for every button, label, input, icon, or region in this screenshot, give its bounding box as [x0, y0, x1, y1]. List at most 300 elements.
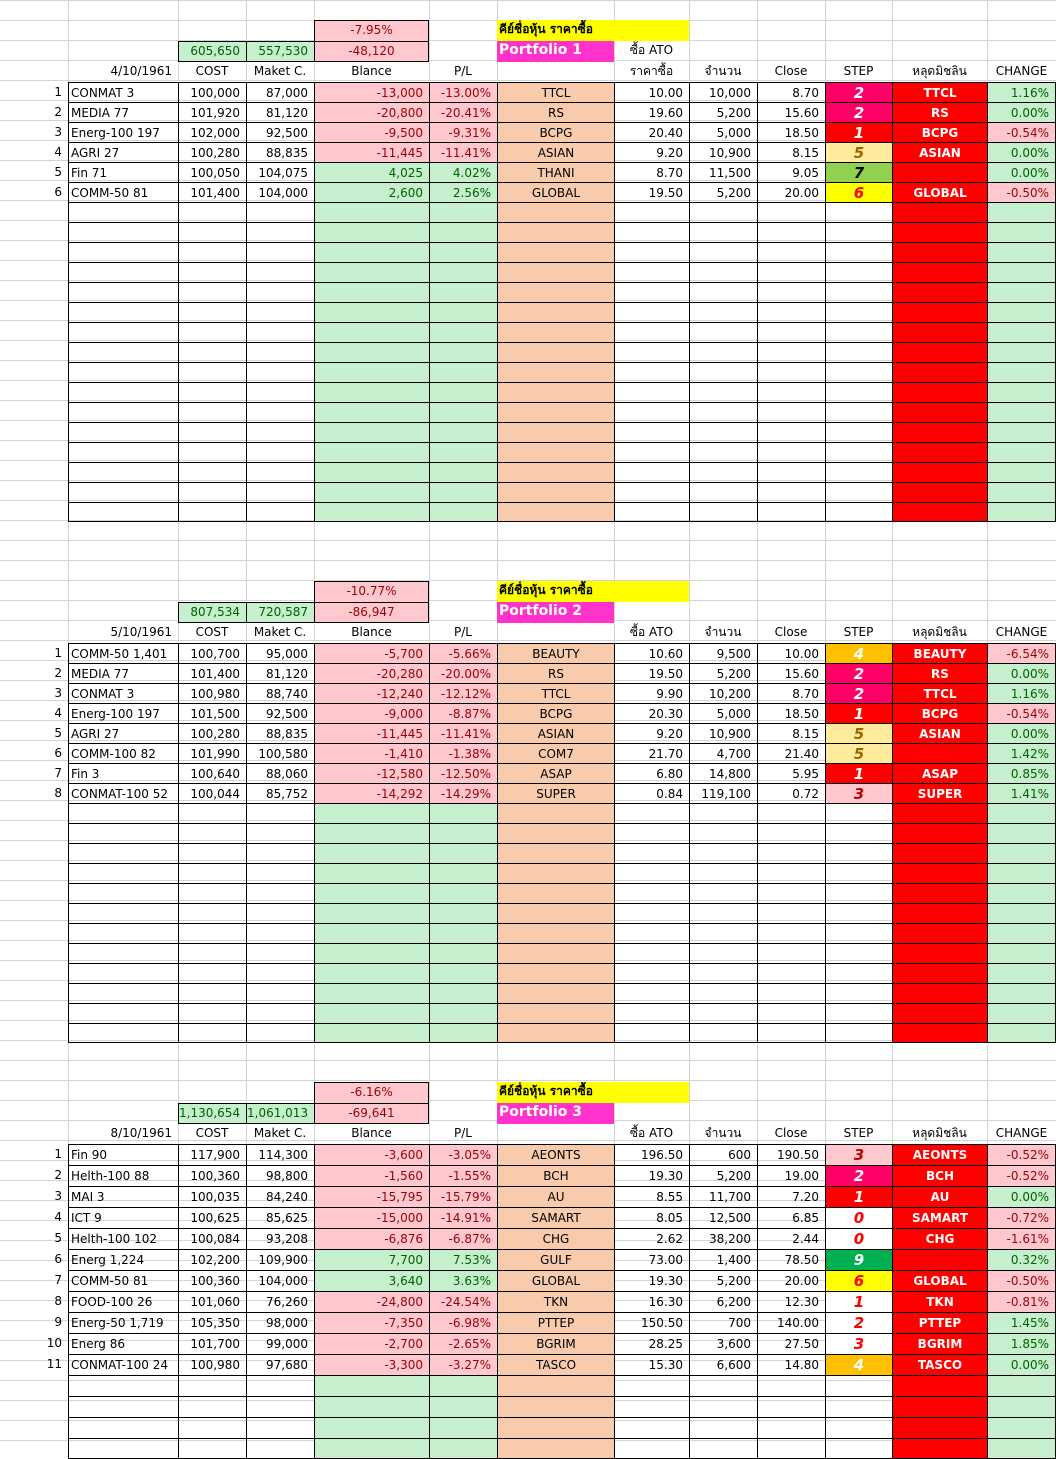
cell-bal[interactable]: [314, 923, 429, 943]
table-row[interactable]: [0, 743, 1056, 763]
cell-bal[interactable]: [314, 1396, 429, 1417]
cell-pl[interactable]: [429, 863, 497, 883]
cell-close[interactable]: [757, 923, 825, 943]
cell-cost[interactable]: [178, 1023, 246, 1043]
cell-pl[interactable]: [429, 843, 497, 863]
cell-close[interactable]: 12.30: [757, 1291, 825, 1312]
cell-name[interactable]: Helth-100 88: [68, 1165, 178, 1186]
cell-step[interactable]: [825, 1003, 892, 1023]
cell-close[interactable]: [757, 362, 825, 382]
cell-name[interactable]: [68, 282, 178, 302]
cell-qty[interactable]: [689, 1438, 757, 1459]
cell-sym[interactable]: [497, 422, 614, 442]
cell-cut[interactable]: TTCL: [892, 683, 987, 703]
cell-name[interactable]: [68, 863, 178, 883]
cell-pl[interactable]: -24.54%: [429, 1291, 497, 1312]
cell-qty[interactable]: [689, 963, 757, 983]
cell-cost[interactable]: [178, 362, 246, 382]
cell-cut[interactable]: BCH: [892, 1165, 987, 1186]
cell-step[interactable]: 1: [825, 1186, 892, 1207]
cell-buy[interactable]: 20.30: [614, 703, 689, 723]
cell-bal[interactable]: 7,700: [314, 1249, 429, 1270]
cell-bal[interactable]: -24,800: [314, 1291, 429, 1312]
cell-chg[interactable]: [987, 322, 1056, 342]
cell-mkt[interactable]: 88,835: [246, 723, 314, 743]
cell-buy[interactable]: 150.50: [614, 1312, 689, 1333]
cell-pl[interactable]: [429, 442, 497, 462]
cell-qty[interactable]: 3,600: [689, 1333, 757, 1354]
cell-pl[interactable]: [429, 482, 497, 502]
cell-bal[interactable]: [314, 242, 429, 262]
cell-buy[interactable]: 28.25: [614, 1333, 689, 1354]
cell-bal[interactable]: [314, 1417, 429, 1438]
cell-close[interactable]: [757, 843, 825, 863]
cell-qty[interactable]: [689, 903, 757, 923]
cell-cost[interactable]: [178, 462, 246, 482]
cell-mkt[interactable]: [246, 863, 314, 883]
cell-pl[interactable]: -5.66%: [429, 643, 497, 663]
cell-buy[interactable]: 16.30: [614, 1291, 689, 1312]
cell-step[interactable]: [825, 943, 892, 963]
cell-cut[interactable]: [892, 803, 987, 823]
cell-qty[interactable]: 38,200: [689, 1228, 757, 1249]
cell-buy[interactable]: [614, 282, 689, 302]
cell-sym[interactable]: [497, 442, 614, 462]
cell-name[interactable]: [68, 1396, 178, 1417]
cell-bal[interactable]: [314, 422, 429, 442]
cell-cost[interactable]: [178, 803, 246, 823]
cell-chg[interactable]: [987, 1003, 1056, 1023]
cell-chg[interactable]: [987, 202, 1056, 222]
cell-buy[interactable]: 19.60: [614, 102, 689, 122]
cell-qty[interactable]: 11,500: [689, 162, 757, 182]
cell-chg[interactable]: -0.54%: [987, 703, 1056, 723]
cell-bal[interactable]: -7,350: [314, 1312, 429, 1333]
cell-bal[interactable]: [314, 342, 429, 362]
table-row[interactable]: [0, 663, 1056, 683]
cell-chg[interactable]: [987, 843, 1056, 863]
table-row[interactable]: [0, 1375, 1056, 1396]
cell-sym[interactable]: [497, 803, 614, 823]
cell-close[interactable]: [757, 883, 825, 903]
cell-cost[interactable]: 101,990: [178, 743, 246, 763]
cell-qty[interactable]: [689, 442, 757, 462]
cell-qty[interactable]: 600: [689, 1144, 757, 1165]
cell-cut[interactable]: GLOBAL: [892, 1270, 987, 1291]
cell-chg[interactable]: [987, 422, 1056, 442]
cell-cost[interactable]: [178, 903, 246, 923]
cell-close[interactable]: [757, 1375, 825, 1396]
cell-qty[interactable]: [689, 843, 757, 863]
cell-sym[interactable]: TTCL: [497, 82, 614, 102]
cell-bal[interactable]: -20,800: [314, 102, 429, 122]
cell-mkt[interactable]: [246, 382, 314, 402]
cell-name[interactable]: [68, 923, 178, 943]
cell-pl[interactable]: 2.56%: [429, 182, 497, 202]
cell-mkt[interactable]: [246, 302, 314, 322]
cell-buy[interactable]: 10.00: [614, 82, 689, 102]
cell-cost[interactable]: 101,060: [178, 1291, 246, 1312]
cell-cut[interactable]: [892, 242, 987, 262]
cell-pl[interactable]: -11.41%: [429, 142, 497, 162]
cell-cost[interactable]: [178, 502, 246, 522]
table-row[interactable]: [0, 422, 1056, 442]
cell-name[interactable]: COMM-50 81: [68, 1270, 178, 1291]
cell-chg[interactable]: [987, 803, 1056, 823]
table-row[interactable]: [0, 1249, 1056, 1270]
cell-chg[interactable]: 0.00%: [987, 142, 1056, 162]
cell-chg[interactable]: [987, 302, 1056, 322]
cell-sym[interactable]: BGRIM: [497, 1333, 614, 1354]
cell-chg[interactable]: [987, 402, 1056, 422]
cell-bal[interactable]: 4,025: [314, 162, 429, 182]
cell-cut[interactable]: [892, 843, 987, 863]
cell-cost[interactable]: [178, 382, 246, 402]
table-row[interactable]: [0, 262, 1056, 282]
cell-buy[interactable]: [614, 422, 689, 442]
cell-qty[interactable]: [689, 242, 757, 262]
cell-name[interactable]: [68, 843, 178, 863]
cell-name[interactable]: [68, 262, 178, 282]
cell-pl[interactable]: 4.02%: [429, 162, 497, 182]
cell-bal[interactable]: [314, 963, 429, 983]
cell-buy[interactable]: [614, 322, 689, 342]
cell-step[interactable]: [825, 1438, 892, 1459]
cell-chg[interactable]: [987, 282, 1056, 302]
cell-bal[interactable]: [314, 943, 429, 963]
cell-qty[interactable]: [689, 422, 757, 442]
cell-name[interactable]: [68, 803, 178, 823]
cell-step[interactable]: 0: [825, 1207, 892, 1228]
table-row[interactable]: [0, 242, 1056, 262]
cell-cut[interactable]: [892, 302, 987, 322]
cell-pl[interactable]: -3.27%: [429, 1354, 497, 1375]
cell-buy[interactable]: [614, 863, 689, 883]
cell-chg[interactable]: -0.81%: [987, 1291, 1056, 1312]
cell-cost[interactable]: [178, 843, 246, 863]
cell-sym[interactable]: ASIAN: [497, 142, 614, 162]
cell-bal[interactable]: [314, 442, 429, 462]
cell-cut[interactable]: BEAUTY: [892, 643, 987, 663]
cell-qty[interactable]: [689, 322, 757, 342]
cell-qty[interactable]: [689, 883, 757, 903]
cell-cost[interactable]: 100,640: [178, 763, 246, 783]
cell-sym[interactable]: GULF: [497, 1249, 614, 1270]
cell-sym[interactable]: [497, 462, 614, 482]
table-row[interactable]: [0, 703, 1056, 723]
cell-buy[interactable]: [614, 1396, 689, 1417]
cell-pl[interactable]: [429, 462, 497, 482]
cell-pl[interactable]: [429, 943, 497, 963]
cell-sym[interactable]: ASAP: [497, 763, 614, 783]
cell-step[interactable]: [825, 923, 892, 943]
table-row[interactable]: [0, 1312, 1056, 1333]
cell-close[interactable]: [757, 903, 825, 923]
cell-cost[interactable]: [178, 482, 246, 502]
cell-close[interactable]: [757, 422, 825, 442]
cell-buy[interactable]: 10.60: [614, 643, 689, 663]
cell-pl[interactable]: [429, 422, 497, 442]
cell-bal[interactable]: 3,640: [314, 1270, 429, 1291]
cell-bal[interactable]: -2,700: [314, 1333, 429, 1354]
cell-cost[interactable]: [178, 442, 246, 462]
cell-buy[interactable]: [614, 1023, 689, 1043]
cell-cost[interactable]: 100,084: [178, 1228, 246, 1249]
cell-buy[interactable]: [614, 262, 689, 282]
cell-step[interactable]: [825, 282, 892, 302]
cell-bal[interactable]: -1,560: [314, 1165, 429, 1186]
cell-cut[interactable]: [892, 903, 987, 923]
cell-step[interactable]: 6: [825, 1270, 892, 1291]
cell-mkt[interactable]: 109,900: [246, 1249, 314, 1270]
cell-step[interactable]: 1: [825, 1291, 892, 1312]
cell-chg[interactable]: 0.32%: [987, 1249, 1056, 1270]
cell-close[interactable]: 20.00: [757, 182, 825, 202]
cell-bal[interactable]: -9,000: [314, 703, 429, 723]
cell-name[interactable]: [68, 502, 178, 522]
cell-step[interactable]: 3: [825, 783, 892, 803]
cell-mkt[interactable]: [246, 823, 314, 843]
cell-mkt[interactable]: 88,835: [246, 142, 314, 162]
cell-name[interactable]: Fin 3: [68, 763, 178, 783]
cell-step[interactable]: [825, 302, 892, 322]
cell-mkt[interactable]: [246, 1003, 314, 1023]
cell-mkt[interactable]: 92,500: [246, 122, 314, 142]
cell-close[interactable]: [757, 963, 825, 983]
cell-cost[interactable]: 100,700: [178, 643, 246, 663]
cell-buy[interactable]: [614, 843, 689, 863]
table-row[interactable]: [0, 182, 1056, 202]
cell-bal[interactable]: -14,292: [314, 783, 429, 803]
table-row[interactable]: [0, 342, 1056, 362]
cell-buy[interactable]: [614, 943, 689, 963]
cell-buy[interactable]: [614, 1375, 689, 1396]
cell-bal[interactable]: -12,240: [314, 683, 429, 703]
cell-pl[interactable]: -9.31%: [429, 122, 497, 142]
cell-chg[interactable]: [987, 242, 1056, 262]
cell-step[interactable]: [825, 1375, 892, 1396]
cell-pl[interactable]: [429, 1023, 497, 1043]
cell-chg[interactable]: [987, 262, 1056, 282]
cell-name[interactable]: [68, 903, 178, 923]
cell-cut[interactable]: SUPER: [892, 783, 987, 803]
cell-qty[interactable]: [689, 1396, 757, 1417]
cell-chg[interactable]: [987, 362, 1056, 382]
cell-close[interactable]: [757, 1396, 825, 1417]
cell-step[interactable]: [825, 843, 892, 863]
cell-chg[interactable]: 0.00%: [987, 723, 1056, 743]
cell-mkt[interactable]: 99,000: [246, 1333, 314, 1354]
cell-qty[interactable]: 5,200: [689, 1270, 757, 1291]
cell-cost[interactable]: 100,280: [178, 142, 246, 162]
cell-pl[interactable]: [429, 222, 497, 242]
table-row[interactable]: [0, 362, 1056, 382]
cell-step[interactable]: [825, 322, 892, 342]
cell-pl[interactable]: -12.12%: [429, 683, 497, 703]
cell-close[interactable]: 10.00: [757, 643, 825, 663]
cell-chg[interactable]: [987, 482, 1056, 502]
cell-qty[interactable]: 10,000: [689, 82, 757, 102]
cell-name[interactable]: COMM-100 82: [68, 743, 178, 763]
cell-cut[interactable]: [892, 502, 987, 522]
cell-name[interactable]: Energ 86: [68, 1333, 178, 1354]
cell-mkt[interactable]: 81,120: [246, 663, 314, 683]
cell-step[interactable]: [825, 1417, 892, 1438]
cell-chg[interactable]: -0.52%: [987, 1144, 1056, 1165]
cell-cut[interactable]: [892, 162, 987, 182]
cell-mkt[interactable]: 98,000: [246, 1312, 314, 1333]
cell-pl[interactable]: -15.79%: [429, 1186, 497, 1207]
cell-buy[interactable]: [614, 302, 689, 322]
cell-buy[interactable]: 19.30: [614, 1270, 689, 1291]
cell-buy[interactable]: 15.30: [614, 1354, 689, 1375]
cell-mkt[interactable]: [246, 262, 314, 282]
cell-sym[interactable]: BCPG: [497, 703, 614, 723]
cell-cost[interactable]: [178, 322, 246, 342]
cell-qty[interactable]: [689, 1417, 757, 1438]
cell-bal[interactable]: [314, 262, 429, 282]
cell-bal[interactable]: [314, 402, 429, 422]
cell-step[interactable]: [825, 502, 892, 522]
cell-cut[interactable]: BGRIM: [892, 1333, 987, 1354]
cell-cut[interactable]: [892, 743, 987, 763]
cell-name[interactable]: AGRI 27: [68, 142, 178, 162]
cell-chg[interactable]: [987, 983, 1056, 1003]
cell-cut[interactable]: [892, 883, 987, 903]
cell-chg[interactable]: 0.85%: [987, 763, 1056, 783]
cell-sym[interactable]: TKN: [497, 1291, 614, 1312]
cell-cost[interactable]: 117,900: [178, 1144, 246, 1165]
table-row[interactable]: [0, 402, 1056, 422]
cell-step[interactable]: [825, 963, 892, 983]
cell-close[interactable]: 0.72: [757, 783, 825, 803]
cell-buy[interactable]: [614, 462, 689, 482]
cell-close[interactable]: 5.95: [757, 763, 825, 783]
cell-step[interactable]: [825, 823, 892, 843]
cell-chg[interactable]: 1.41%: [987, 783, 1056, 803]
cell-step[interactable]: [825, 482, 892, 502]
cell-buy[interactable]: [614, 1003, 689, 1023]
cell-name[interactable]: CONMAT 3: [68, 82, 178, 102]
cell-cost[interactable]: [178, 963, 246, 983]
cell-pl[interactable]: -20.41%: [429, 102, 497, 122]
cell-mkt[interactable]: 87,000: [246, 82, 314, 102]
cell-qty[interactable]: 6,200: [689, 1291, 757, 1312]
cell-qty[interactable]: 5,000: [689, 703, 757, 723]
cell-cut[interactable]: [892, 1417, 987, 1438]
cell-step[interactable]: 3: [825, 1333, 892, 1354]
cell-sym[interactable]: [497, 1417, 614, 1438]
cell-qty[interactable]: 5,200: [689, 663, 757, 683]
cell-buy[interactable]: [614, 382, 689, 402]
cell-cost[interactable]: 100,980: [178, 683, 246, 703]
cell-cost[interactable]: [178, 1438, 246, 1459]
cell-cut[interactable]: [892, 823, 987, 843]
cell-mkt[interactable]: 114,300: [246, 1144, 314, 1165]
cell-mkt[interactable]: 93,208: [246, 1228, 314, 1249]
cell-buy[interactable]: 20.40: [614, 122, 689, 142]
cell-cost[interactable]: [178, 1396, 246, 1417]
cell-mkt[interactable]: 95,000: [246, 643, 314, 663]
cell-cost[interactable]: 101,700: [178, 1333, 246, 1354]
cell-pl[interactable]: [429, 322, 497, 342]
cell-buy[interactable]: [614, 923, 689, 943]
cell-name[interactable]: MAI 3: [68, 1186, 178, 1207]
cell-mkt[interactable]: 97,680: [246, 1354, 314, 1375]
cell-sym[interactable]: [497, 362, 614, 382]
cell-sym[interactable]: BCPG: [497, 122, 614, 142]
cell-qty[interactable]: [689, 923, 757, 943]
cell-bal[interactable]: [314, 282, 429, 302]
cell-mkt[interactable]: 92,500: [246, 703, 314, 723]
table-row[interactable]: [0, 462, 1056, 482]
cell-name[interactable]: AGRI 27: [68, 723, 178, 743]
cell-pl[interactable]: [429, 963, 497, 983]
cell-cut[interactable]: BCPG: [892, 703, 987, 723]
cell-step[interactable]: 7: [825, 162, 892, 182]
cell-pl[interactable]: [429, 883, 497, 903]
cell-sym[interactable]: SAMART: [497, 1207, 614, 1228]
cell-buy[interactable]: [614, 442, 689, 462]
cell-qty[interactable]: 700: [689, 1312, 757, 1333]
cell-step[interactable]: [825, 863, 892, 883]
table-row[interactable]: [0, 1003, 1056, 1023]
cell-qty[interactable]: [689, 1375, 757, 1396]
cell-name[interactable]: Energ-50 1,719: [68, 1312, 178, 1333]
cell-cut[interactable]: [892, 282, 987, 302]
cell-bal[interactable]: -11,445: [314, 142, 429, 162]
cell-close[interactable]: [757, 1438, 825, 1459]
cell-mkt[interactable]: [246, 963, 314, 983]
cell-cost[interactable]: [178, 983, 246, 1003]
cell-name[interactable]: Energ-100 197: [68, 122, 178, 142]
cell-bal[interactable]: -3,600: [314, 1144, 429, 1165]
cell-cost[interactable]: 100,360: [178, 1165, 246, 1186]
cell-chg[interactable]: [987, 442, 1056, 462]
cell-sym[interactable]: [497, 302, 614, 322]
cell-qty[interactable]: [689, 983, 757, 1003]
cell-qty[interactable]: 10,900: [689, 723, 757, 743]
cell-bal[interactable]: [314, 903, 429, 923]
cell-mkt[interactable]: [246, 242, 314, 262]
cell-mkt[interactable]: [246, 903, 314, 923]
cell-qty[interactable]: 14,800: [689, 763, 757, 783]
cell-buy[interactable]: [614, 342, 689, 362]
cell-step[interactable]: 2: [825, 102, 892, 122]
cell-step[interactable]: 2: [825, 1312, 892, 1333]
cell-mkt[interactable]: 104,000: [246, 1270, 314, 1291]
cell-qty[interactable]: [689, 362, 757, 382]
table-row[interactable]: [0, 82, 1056, 102]
cell-name[interactable]: [68, 823, 178, 843]
cell-pl[interactable]: [429, 202, 497, 222]
table-row[interactable]: [0, 903, 1056, 923]
cell-buy[interactable]: 19.50: [614, 663, 689, 683]
cell-qty[interactable]: 9,500: [689, 643, 757, 663]
cell-bal[interactable]: [314, 1003, 429, 1023]
cell-pl[interactable]: [429, 242, 497, 262]
cell-bal[interactable]: -11,445: [314, 723, 429, 743]
cell-pl[interactable]: -12.50%: [429, 763, 497, 783]
cell-sym[interactable]: [497, 983, 614, 1003]
cell-name[interactable]: [68, 222, 178, 242]
cell-sym[interactable]: [497, 202, 614, 222]
cell-pl[interactable]: -13.00%: [429, 82, 497, 102]
cell-buy[interactable]: 21.70: [614, 743, 689, 763]
cell-sym[interactable]: [497, 342, 614, 362]
cell-cut[interactable]: GLOBAL: [892, 182, 987, 202]
cell-buy[interactable]: [614, 803, 689, 823]
